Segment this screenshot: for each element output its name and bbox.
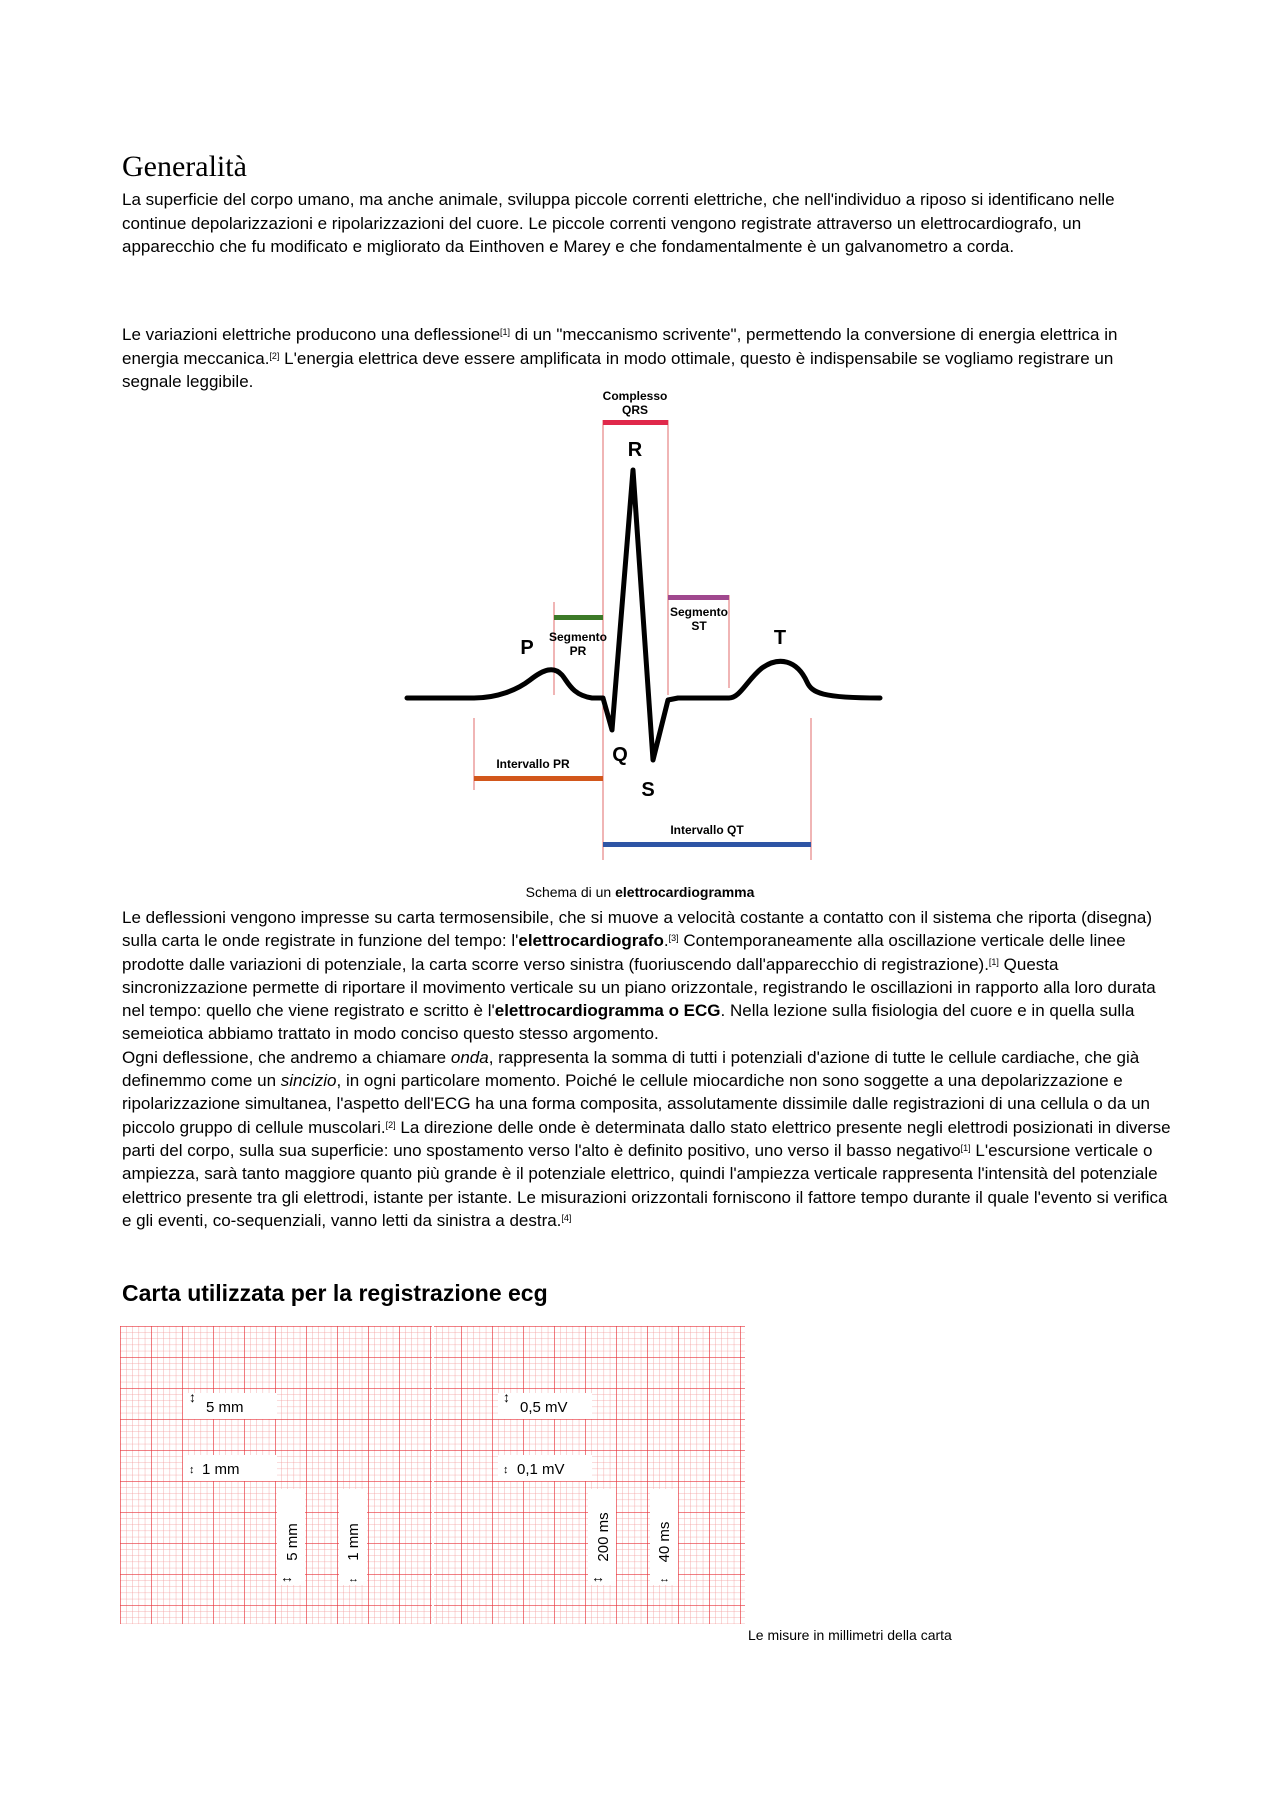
st-segment-bar bbox=[668, 595, 729, 600]
label-5mm-horizontal: 5 mm bbox=[206, 1399, 244, 1416]
section-title-generalita: Generalità bbox=[122, 150, 247, 183]
text-span: Contemporaneamente alla oscillazione verticale delle linee prodotte dalle variazioni di potenziale, la carta scorre verso sinistra (fuoriuscendo dall'apparecchio di registrazione). bbox=[122, 931, 1126, 974]
label-pr-segment-line1: Segmento bbox=[548, 630, 608, 644]
label-p: P bbox=[520, 637, 534, 659]
caption-text: Schema di un bbox=[525, 884, 616, 900]
text-span: Ogni deflessione, che andremo a chiamare bbox=[122, 1047, 451, 1067]
text-span: , rappresenta la somma di tutti i potenziali d'azione di tutte le cellule cardiache, che già definemmo come un bbox=[122, 1047, 1140, 1091]
label-01mv: 0,1 mV bbox=[517, 1461, 565, 1478]
footnote-ref[interactable]: [4] bbox=[561, 1212, 572, 1223]
arrow-icon: ↕ bbox=[503, 1464, 509, 1476]
label-1mm-vertical: 1 mm bbox=[345, 1523, 362, 1561]
text-span: Questa sincronizzazione permette di riportare il movimento verticale su un piano orizzontale, registrando le oscillazioni in rapporto alla loro durata nel tempo: quello che viene registrato e scritto è l' bbox=[122, 954, 1156, 1021]
section-title-carta: Carta utilizzata per la registrazione ecg bbox=[122, 1280, 548, 1306]
text-span: La direzione delle onde è determinata dallo stato elettrico presente negli elettrodi posizionati in diverse parti del corpo, sulla sua superficie: uno spostamento verso l'alto è definito positivo, uno verso il basso negativo bbox=[122, 1117, 1171, 1160]
paragraph-main bbox=[122, 906, 1172, 1232]
text-span: . bbox=[663, 931, 669, 951]
pr-interval-bar bbox=[474, 776, 603, 781]
footnote-ref[interactable]: [2] bbox=[269, 350, 280, 361]
qt-interval-bar bbox=[603, 842, 811, 847]
figure-caption-ecg bbox=[0, 884, 1280, 900]
label-r: R bbox=[627, 439, 643, 461]
label-st-segment-line2: ST bbox=[691, 619, 707, 633]
label-40ms: 40 ms bbox=[656, 1521, 673, 1563]
arrow-icon: ↔ bbox=[348, 1573, 359, 1585]
ecg-paper-grid bbox=[120, 1326, 745, 1626]
italic-term: sincizio bbox=[280, 1071, 337, 1091]
pr-segment-bar bbox=[554, 615, 603, 620]
ecg-trace bbox=[407, 470, 880, 760]
label-1mm-horizontal: 1 mm bbox=[202, 1461, 240, 1478]
label-qrs-line2: QRS bbox=[621, 403, 649, 417]
label-pr-segment-line2: PR bbox=[569, 644, 587, 658]
footnote-ref[interactable]: [1] bbox=[960, 1142, 971, 1153]
figure-caption-paper: Le misure in millimetri della carta bbox=[748, 1627, 952, 1643]
arrow-icon: ↔ bbox=[591, 1569, 605, 1585]
label-st-segment-line1: Segmento bbox=[669, 605, 729, 619]
arrow-icon: ↔ bbox=[659, 1573, 670, 1585]
bold-term[interactable]: elettrocardiografo bbox=[518, 931, 664, 951]
text-span: L'energia elettrica deve essere amplificata in modo ottimale, questo è indispensabile se vogliamo registrare un segnale leggibile. bbox=[122, 348, 1114, 391]
ecg-diagram bbox=[402, 390, 892, 870]
italic-term: onda bbox=[450, 1047, 489, 1067]
label-5mm-vertical: 5 mm bbox=[284, 1523, 301, 1561]
label-pr-interval: Intervallo PR bbox=[496, 757, 570, 771]
label-05mv: 0,5 mV bbox=[520, 1399, 568, 1416]
text-span: Le variazioni elettriche producono una deflessione bbox=[122, 325, 501, 344]
arrow-icon: ↔ bbox=[280, 1569, 294, 1585]
footnote-ref[interactable]: [1] bbox=[988, 956, 999, 967]
paragraph-deflection bbox=[122, 323, 1172, 394]
label-t: T bbox=[773, 627, 787, 649]
text-span: , in ogni particolare momento. Poiché le cellule miocardiche non sono soggette a una depolarizzazione e ripolarizzazione simultanea, l'aspetto dell'ECG ha una forma composita, assolutamente dissimile dalle registrazioni di una cellula o da un piccolo gruppo di cellule muscolari. bbox=[122, 1071, 1150, 1137]
text-span: di un "meccanismo scrivente", permettendo la conversione di energia elettrica in energia meccanica. bbox=[122, 325, 1118, 368]
label-qt-interval: Intervallo QT bbox=[670, 823, 744, 837]
arrow-icon: ↕ bbox=[503, 1389, 510, 1405]
qrs-bar bbox=[603, 420, 668, 425]
label-200ms: 200 ms bbox=[595, 1512, 612, 1562]
text-span: Le deflessioni vengono impresse su carta termosensibile, che si muove a velocità costante a contatto con il sistema che riporta (disegna) sulla carta le onde registrate in funzione del tempo: l' bbox=[122, 908, 1152, 951]
arrow-icon: ↕ bbox=[189, 1389, 196, 1405]
label-s: S bbox=[641, 779, 655, 801]
label-qrs-line1: Complesso bbox=[602, 390, 668, 403]
arrow-icon: ↕ bbox=[189, 1464, 195, 1476]
footnote-ref[interactable]: [3] bbox=[668, 933, 679, 944]
paragraph-intro: La superficie del corpo umano, ma anche animale, sviluppa piccole correnti elettriche, che nell'individuo a riposo si identificano nelle continue depolarizzazioni e ripolarizzazioni del cuore. Le piccole correnti vengono registrate attraverso un elettrocardiografo, un apparecchio che fu modificato e migliorato da Einthoven e Marey e che fondamentalmente è un galvanometro a corda. bbox=[122, 190, 1115, 256]
label-q: Q bbox=[612, 744, 628, 766]
bold-term[interactable]: elettrocardiogramma o ECG bbox=[494, 1001, 721, 1021]
caption-link[interactable]: elettrocardiogramma bbox=[615, 884, 755, 900]
text-span: . Nella lezione sulla fisiologia del cuore e in quella sulla semeiotica abbiamo trattato in modo conciso questo stesso argomento. bbox=[122, 1001, 1135, 1044]
text-span: L'escursione verticale o ampiezza, sarà tanto maggiore quanto più grande è il potenziale elettrico, quindi l'ampiezza verticale rappresenta l'intensità del potenziale elettrico presente tra gli elettrodi, istante per istante. Le misurazioni orizzontali forniscono il fattore tempo durante il quale l'evento si verifica e gli eventi, co-sequenziali, vanno letti da sinistra a destra. bbox=[122, 1140, 1168, 1230]
footnote-ref[interactable]: [1] bbox=[500, 327, 511, 337]
footnote-ref[interactable]: [2] bbox=[385, 1119, 396, 1130]
